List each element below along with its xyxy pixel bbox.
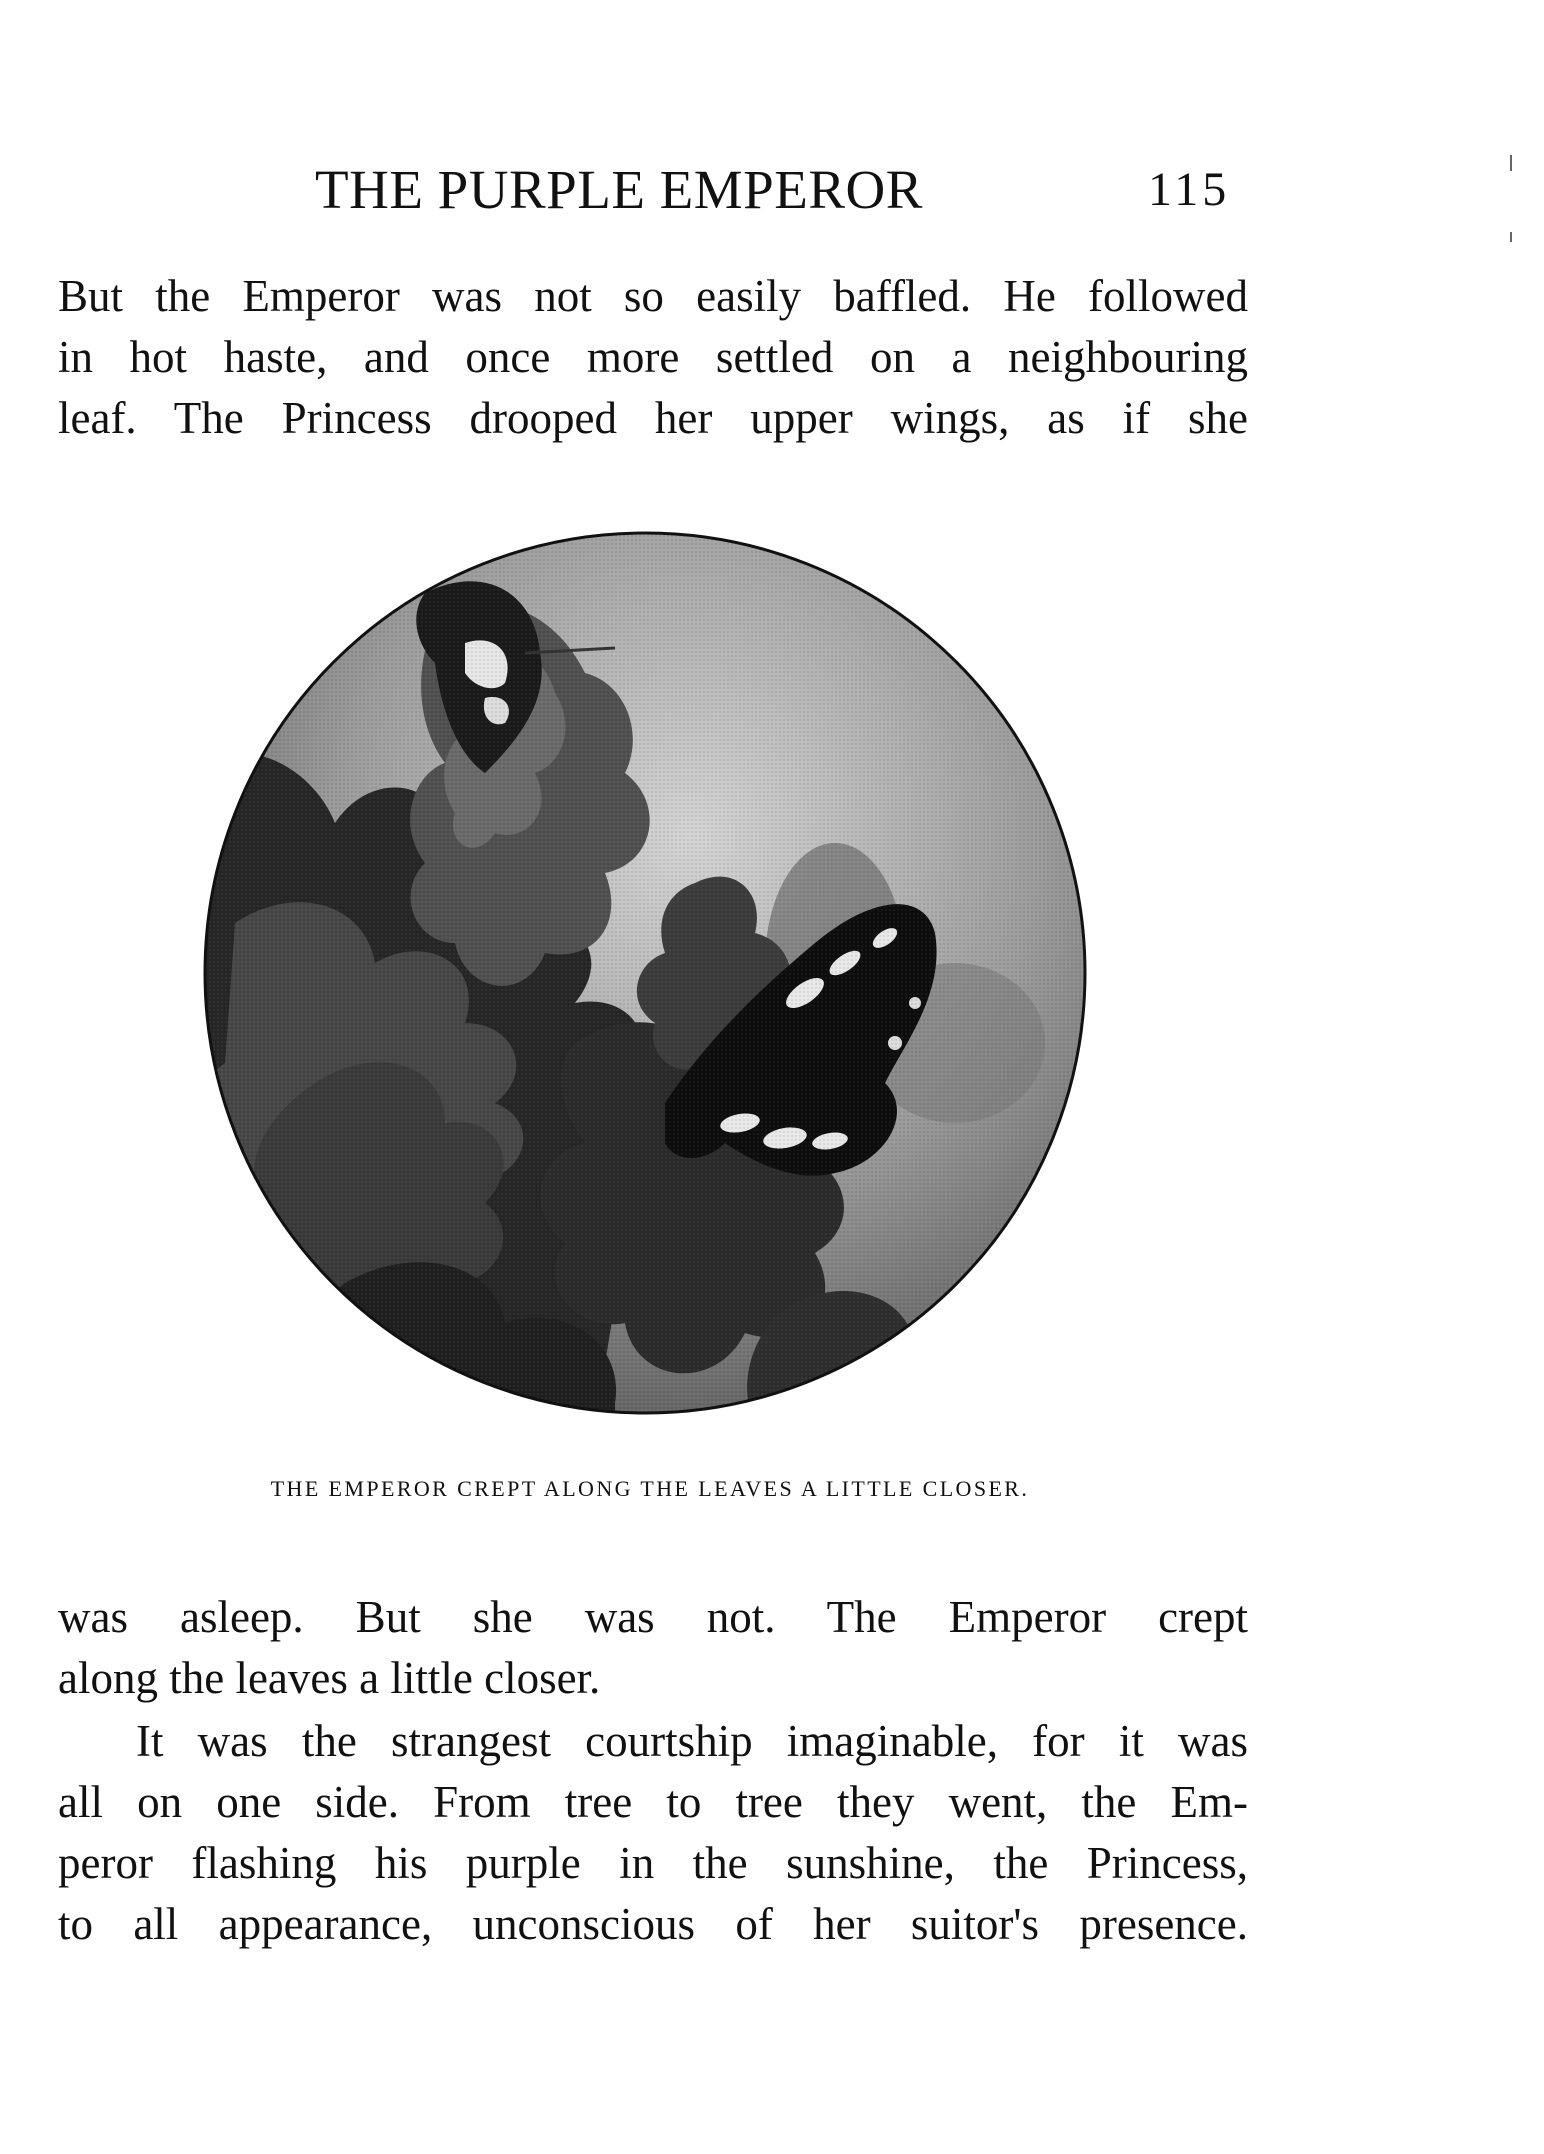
text-line: in hot haste, and once more settled on a neighbouring (58, 332, 1248, 382)
running-title: THE PURPLE EMPEROR (315, 159, 923, 220)
text-line: leaf. The Princess drooped her upper wings, as if she (58, 393, 1248, 443)
text-line: all on one side. From tree to tree they went, the Em- (58, 1777, 1248, 1827)
paragraph-1 (58, 266, 1248, 449)
scan-margin-mark (1510, 232, 1512, 242)
illustration-caption: THE EMPEROR CREPT ALONG THE LEAVES A LITTLE CLOSER. (270, 1476, 1030, 1501)
page-number: 115 (1148, 163, 1231, 216)
text-line: along the leaves a little closer. (58, 1653, 601, 1703)
running-head (300, 158, 1300, 228)
paragraph-2 (58, 1587, 1248, 1709)
text-line: peror flashing his purple in the sunshine, the Princess, (58, 1838, 1248, 1888)
text-line: was asleep. But she was not. The Emperor crept (58, 1592, 1248, 1642)
text-line: But the Emperor was not so easily baffled. He followed (58, 271, 1248, 321)
text-line: to all appearance, unconscious of her suitor's presence. (58, 1899, 1248, 1949)
scan-margin-mark (1510, 155, 1512, 171)
illustration-plate (195, 523, 1095, 1423)
butterfly-photograph (195, 523, 1095, 1423)
paragraph-3 (58, 1711, 1248, 1955)
text-line: It was the strangest courtship imaginable, for it was (136, 1716, 1248, 1766)
